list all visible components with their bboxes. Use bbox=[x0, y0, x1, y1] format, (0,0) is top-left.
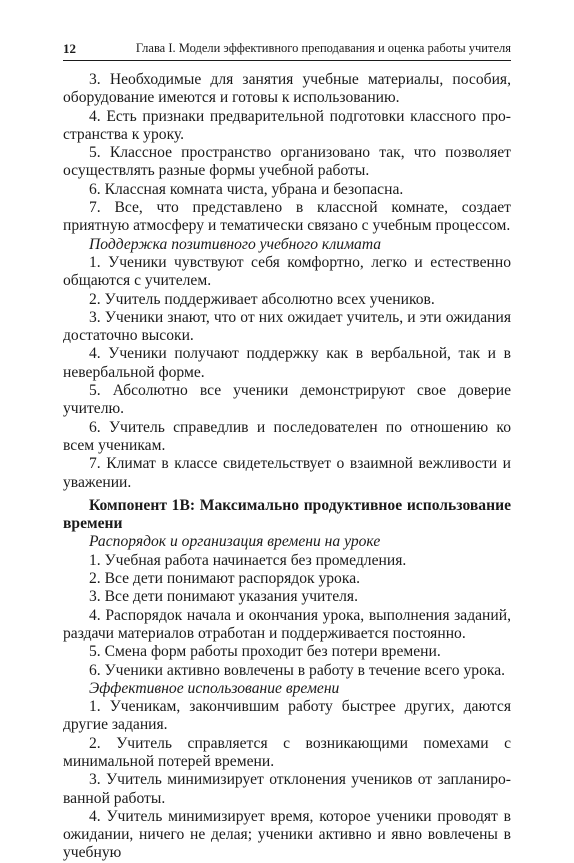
paragraph: 4. Есть признаки предварительной подготовки классного пространства к уроку. bbox=[63, 107, 511, 143]
paragraph: 1. Ученикам, закончившим работу быстрее других, даются другие задания. bbox=[63, 698, 511, 734]
paragraph: 4. Ученики получают поддержку как в вербальной, так и в невербальной форме. bbox=[63, 345, 511, 381]
body-text bbox=[63, 71, 511, 863]
paragraph: 4. Распорядок начала и окончания урока, выполнения заданий, раздачи материалов отработан и поддерживается постоянно. bbox=[63, 606, 511, 642]
paragraph: 6. Ученики активно вовлечены в работу в течение всего урока. bbox=[89, 661, 506, 679]
paragraph: 6. Учитель справедлив и последователен по отношению ко всем ученикам. bbox=[63, 418, 511, 454]
section-subheading: Эффективное использование времени bbox=[89, 679, 340, 697]
paragraph: 3. Учитель минимизирует отклонения учеников от запланированной работы. bbox=[63, 771, 511, 807]
paragraph: 5. Абсолютно все ученики демонстрируют свое доверие учителю. bbox=[63, 382, 511, 418]
paragraph: 5. Классное пространство организовано так, что позволяет осуществлять разные формы учебной работы. bbox=[63, 144, 511, 180]
paragraph: 7. Все, что представлено в классной комнате, создает приятную атмосферу и тематически связано с учебным процессом. bbox=[63, 199, 511, 235]
section-subheading: Распорядок и организация времени на уроке bbox=[89, 533, 381, 551]
page-number: 12 bbox=[63, 41, 76, 56]
running-title: Глава I. Модели эффективного преподавания и оценка работы учителя bbox=[135, 41, 511, 55]
paragraph: 2. Учитель поддерживает абсолютно всех учеников. bbox=[89, 290, 435, 308]
paragraph: 1. Ученики чувствуют себя комфортно, легко и естественно общаются с учителем. bbox=[63, 253, 511, 290]
paragraph: 4. Учитель минимизирует время, которое ученики проводят в ожидании, ничего не делая; ученики активно и явно вовлечены в учебную bbox=[63, 807, 511, 862]
paragraph: 2. Все дети понимают распорядок урока. bbox=[89, 570, 361, 588]
paragraph: 5. Смена форм работы проходит без потери времени. bbox=[89, 643, 441, 661]
paragraph: 3. Все дети понимают указания учителя. bbox=[89, 588, 358, 606]
paragraph: 7. Климат в классе свидетельствует о взаимной вежливости и уважении. bbox=[63, 455, 511, 491]
section-subheading: Поддержка позитивного учебного климата bbox=[89, 235, 382, 253]
paragraph: 3. Необходимые для занятия учебные материалы, пособия, оборудование имеются и готовы к использованию. bbox=[63, 71, 511, 107]
paragraph: 2. Учитель справляется с возникающими помехами с минимальной потерей времени. bbox=[63, 734, 511, 770]
running-header bbox=[63, 40, 511, 61]
paragraph: 3. Ученики знают, что от них ожидает учитель, и эти ожидания достаточно высоки. bbox=[63, 308, 511, 345]
paragraph: 6. Классная комната чиста, убрана и безопасна. bbox=[89, 180, 404, 198]
component-heading: Компонент 1В: Максимально продуктивное использование времени bbox=[63, 496, 511, 533]
paragraph: 1. Учебная работа начинается без промедления. bbox=[89, 551, 407, 569]
